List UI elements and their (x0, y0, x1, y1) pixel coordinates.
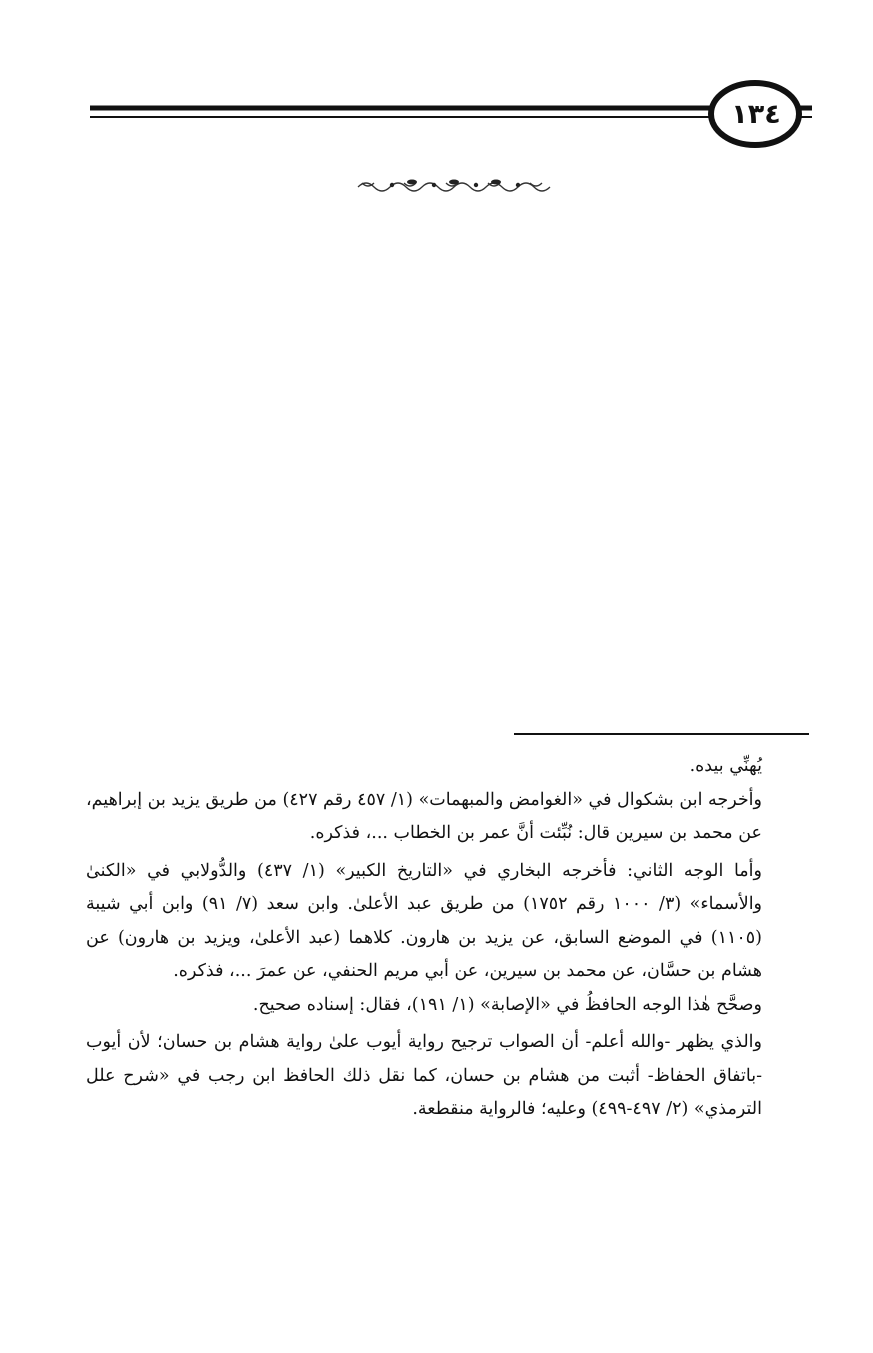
footnotes-block (86, 750, 762, 1131)
page-number: ١٣٤ (731, 98, 781, 130)
page-header (0, 0, 873, 160)
ornament-divider-icon (0, 0, 873, 200)
footnote-paragraph: وأما الوجه الثاني: فأخرجه البخاري في «التاريخ الكبير» (١/ ٤٣٧) والدُّولابي في «الكنىٰ والأسماء» (٣/ ١٠٠٠ رقم ١٧٥٢) من طريق عبد الأعلىٰ. وابن سعد (٧/ ٩١) وابن أبي شيبة (١١٠٥) في الموضع السابق، عن يزيد بن هارون. كلاهما (عبد الأعلىٰ، ويزيد بن هارون) عن هشام بن حسَّان، عن محمد بن سيرين، عن أبي مريم الحنفي، عن عمرَ ...، فذكره. (86, 860, 763, 981)
footnote-paragraph: يُهنِّي بيده. (689, 756, 762, 776)
footnote-paragraph: وصحَّح هٰذا الوجه الحافظُ في «الإصابة» (١/ ١٩١)، فقال: إسناده صحيح. (252, 994, 762, 1015)
footnote-paragraph: والذي يظهر -والله أعلم- أن الصواب ترجيح رواية أيوب علىٰ رواية هشام بن حسان؛ لأن أيوب -باتفاق الحفاظ- أثبت من هشام بن حسان، كما نقل ذلك الحافظ ابن رجب في «شرح علل الترمذي» (٢/ ٤٩٧-٤٩٩) وعليه؛ فالرواية منقطعة. (86, 1032, 762, 1119)
footnote-divider (514, 733, 809, 735)
footnote-paragraph: وأخرجه ابن بشكوال في «الغوامض والمبهمات» (١/ ٤٥٧ رقم ٤٢٧) من طريق يزيد بن إبراهيم، عن محمد بن سيرين قال: نُبِّئت أنَّ عمر بن الخطاب ...، فذكره. (86, 789, 762, 843)
